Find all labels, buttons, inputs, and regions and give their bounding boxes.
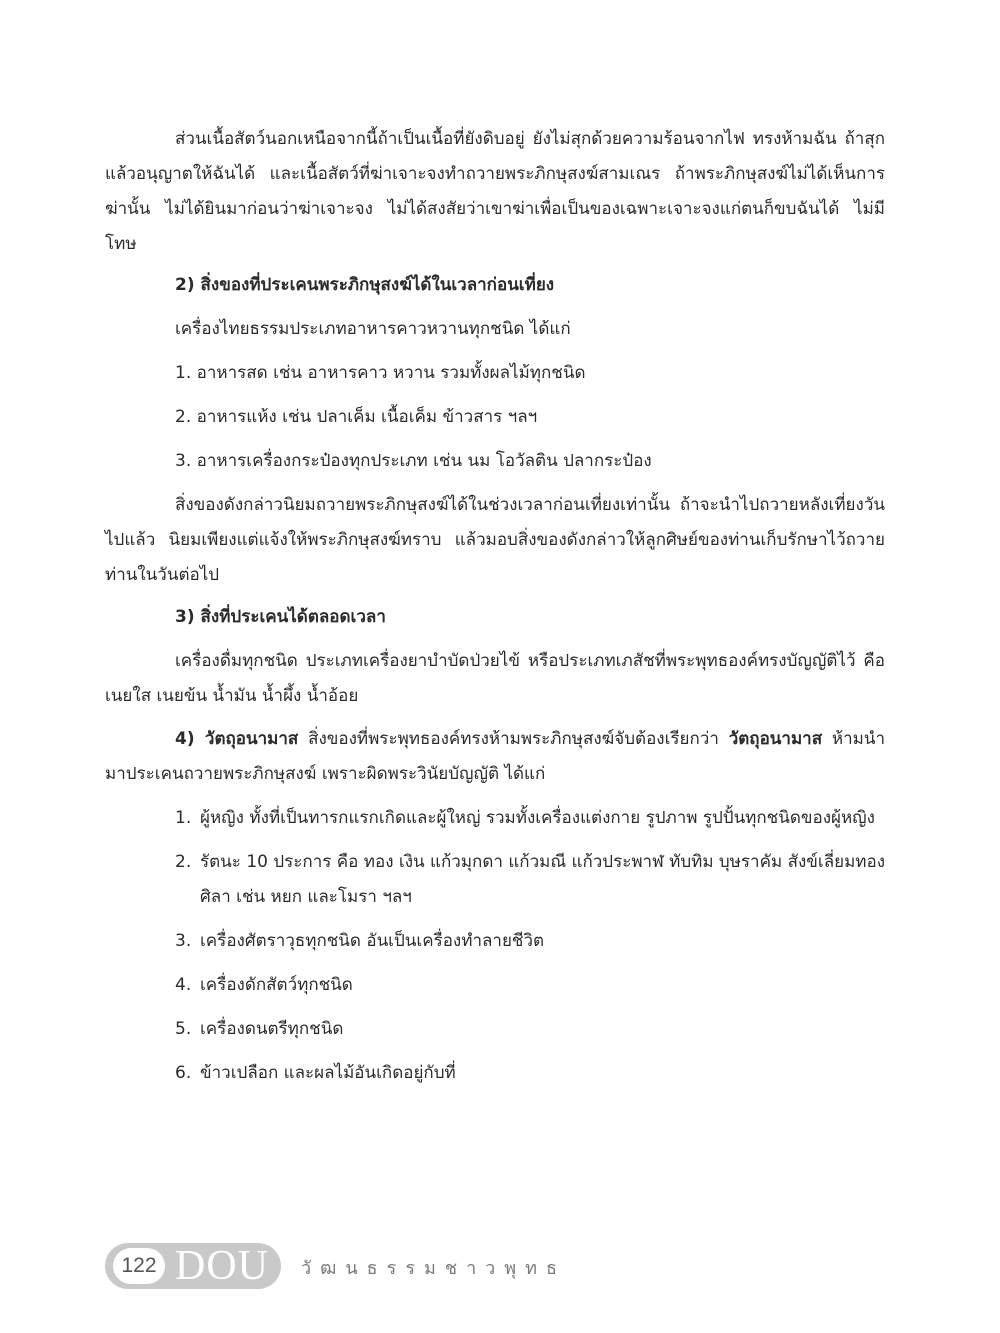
list-item (105, 1012, 885, 1047)
list-number: 2. (175, 852, 192, 872)
footer-badge (105, 1243, 281, 1289)
list-item (105, 1056, 885, 1091)
section-3-heading: 3) สิ่งที่ประเคนได้ตลอดเวลา (175, 607, 386, 627)
list-item: 1. อาหารสด เช่น อาหารคาว หวาน รวมทั้งผลไม้ทุกชนิด (175, 363, 586, 383)
section-2 (105, 268, 885, 593)
list-item: 3. อาหารเครื่องกระป๋องทุกประเภท เช่น นม โอวัลติน ปลากระป๋อง (175, 451, 652, 471)
book-title: วัฒนธรรมชาวพุทธ (301, 1258, 567, 1279)
list-number: 6. (175, 1063, 192, 1083)
section-4-paragraph (105, 722, 885, 792)
list-text: รัตนะ 10 ประการ คือ ทอง เงิน แก้วมุกดา แก้วมณี แก้วประพาฬ ทับทิม บุษราคัม สังข์เลี่ยมทอง ศิลา เช่น หยก และโมรา ฯลฯ (200, 852, 885, 907)
list-text: ผู้หญิง ทั้งที่เป็นทารกแรกเกิดและผู้ใหญ่ รวมทั้งเครื่องแต่งกาย รูปภาพ รูปปั้นทุกชนิดของผู้หญิง (200, 808, 875, 828)
section-2-intro: เครื่องไทยธรรมประเภทอาหารคาวหวานทุกชนิด ได้แก่ (175, 319, 571, 339)
content-top (105, 122, 885, 262)
list-text: เครื่องดนตรีทุกชนิด (200, 1019, 344, 1039)
list-item (105, 801, 885, 836)
page-footer (105, 1243, 705, 1291)
section-2-closing: สิ่งของดังกล่าวนิยมถวายพระภิกษุสงฆ์ได้ในช่วงเวลาก่อนเที่ยงเท่านั้น ถ้าจะนำไปถวายหลังเที่ยงวันไปแล้ว นิยมเพียงแต่แจ้งให้พระภิกษุสงฆ์ทราบ แล้วมอบสิ่งของดังกล่าวให้ลูกศิษย์ของท่านเก็บรักษาไว้ถวายท่านในวันต่อไป (105, 495, 885, 585)
list-text: เครื่องศัตราวุธทุกชนิด อันเป็นเครื่องทำลายชีวิต (200, 931, 545, 951)
intro-paragraph: ส่วนเนื้อสัตว์นอกเหนือจากนี้ถ้าเป็นเนื้อที่ยังดิบอยู่ ยังไม่สุกด้วยความร้อนจากไฟ ทรงห้ามฉัน ถ้าสุกแล้วอนุญาตให้ฉันได้ และเนื้อสัตว์ที่ฆ่าเจาะจงทำถวายพระภิกษุสงฆ์สามเณร ถ้าพระภิกษุสงฆ์ไม่ได้เห็นการฆ่านั้น ไม่ได้ยินมาก่อนว่าฆ่าเจาะจง ไม่ได้สงสัยว่าเขาฆ่าเพื่อเป็นของเฉพาะเจาะจงแก่ตนก็ขบฉันได้ ไม่มีโทษ (105, 129, 885, 254)
list-number: 5. (175, 1019, 192, 1039)
section-4 (105, 722, 885, 1091)
section-2-heading: 2) สิ่งของที่ประเคนพระภิกษุสงฆ์ได้ในเวลาก่อนเที่ยง (175, 275, 555, 295)
page-number: 122 (113, 1248, 165, 1284)
list-number: 4. (175, 975, 192, 995)
list-item: 2. อาหารแห้ง เช่น ปลาเค็ม เนื้อเค็ม ข้าวสาร ฯลฯ (175, 407, 538, 427)
list-item (105, 968, 885, 1003)
section-4-text-b: ห้ามนำมาประเคนถวายพระภิกษุสงฆ์ เพราะผิดพระวินัยบัญญัติ ได้แก่ (105, 729, 885, 784)
list-number: 1. (175, 808, 192, 828)
section-3-body: เครื่องดื่มทุกชนิด ประเภทเครื่องยาบำบัดป่วยไข้ หรือประเภทเภสัชที่พระพุทธองค์ทรงบัญญัติไว้ คือ เนยใส เนยข้น น้ำมัน น้ำผึ้ง น้ำอ้อย (105, 651, 885, 706)
section-4-heading: 4) วัตถุอนามาส (175, 729, 299, 749)
list-text: ข้าวเปลือก และผลไม้อันเกิดอยู่กับที่ (200, 1063, 456, 1083)
dou-logo: DOU (175, 1243, 269, 1289)
list-text: เครื่องดักสัตว์ทุกชนิด (200, 975, 353, 995)
section-4-text-a: สิ่งของที่พระพุทธองค์ทรงห้ามพระภิกษุสงฆ์จับต้องเรียกว่า (298, 729, 729, 749)
section-3 (105, 600, 885, 714)
list-item (105, 924, 885, 959)
list-item (105, 845, 885, 915)
list-number: 3. (175, 931, 192, 951)
section-4-term: วัตถุอนามาส (728, 729, 823, 749)
